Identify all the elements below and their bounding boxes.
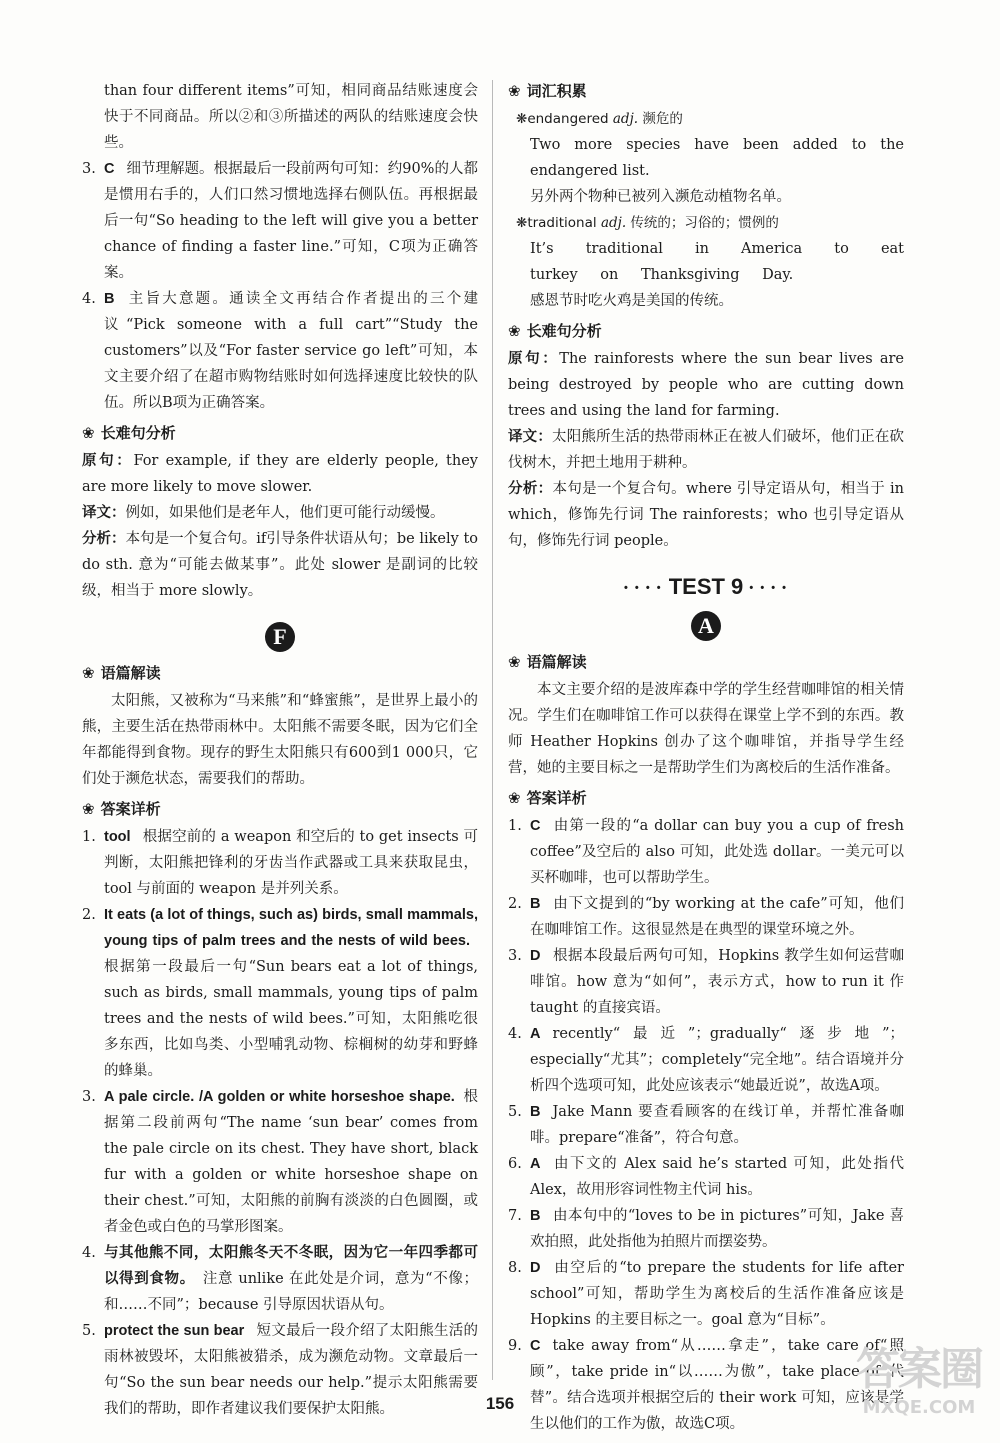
item-number: 5. <box>508 1104 522 1121</box>
sentence-original: 原句：The rainforests where the sun bear lives are being destroyed by people who are cutting down trees and using the land for farming. <box>508 351 904 419</box>
item-key: A pale circle. /A golden or white horseshoe shape. <box>104 1089 455 1105</box>
item-key: tool <box>104 829 131 845</box>
test-title-label: TEST 9 <box>668 574 744 599</box>
section-heading-label: 长难句分析 <box>526 322 602 340</box>
flower-icon: ❀ <box>82 424 95 442</box>
vocab-entry <box>508 210 904 314</box>
watermark-logo: 答案圈 MXQE.COM <box>856 1344 982 1418</box>
sentence-analysis: 分析：本句是一个复合句。where 引导定语从句，相当于 in which，修饰先行词 The rainforests；who 也引导定语从句，修饰先行词 people。 <box>508 481 904 549</box>
item-key: A <box>530 1026 541 1043</box>
item-key: A <box>530 1156 541 1173</box>
item-key: C <box>104 161 115 177</box>
decorative-dots: • • • • <box>749 582 788 595</box>
vocab-example-zh: 感恩节时吃火鸡是美国的传统。 <box>530 293 733 309</box>
item-key: B <box>530 1208 541 1225</box>
flower-icon: ❀ <box>508 653 521 672</box>
asterisk-icon: ❋ <box>516 215 528 231</box>
item-number: 1. <box>82 829 96 845</box>
flower-icon: ❀ <box>508 82 521 100</box>
section-heading-label: 词汇积累 <box>526 82 587 100</box>
item-explanation: 由下文提到的“by working at the cafe”可知，他们在咖啡馆工作。这很显然是在典型的课堂环境之外。 <box>530 896 904 939</box>
left-column <box>82 78 478 1422</box>
answer-item <box>82 1240 478 1318</box>
item-explanation: 由第一段的“a dollar can buy you a cup of fresh coffee”及空后的 also 可知，此处选 dollar。一美元可以买杯咖啡，也可以帮助学生。 <box>530 818 904 887</box>
flower-icon: ❀ <box>508 789 521 808</box>
section-heading-label: 答案详析 <box>526 789 587 808</box>
vocab-headword: ❋endangered adj. 濒危的 <box>516 111 683 127</box>
flower-icon: ❀ <box>82 664 95 682</box>
flower-icon: ❀ <box>82 800 95 818</box>
right-column <box>508 78 904 1437</box>
item-explanation: 根据本段最后两句可知，Hopkins 教学生如何运营咖啡馆。how 意为“如何”，表示方式，how to run it 作 taught 的直接宾语。 <box>530 948 904 1017</box>
item-explanation: 根据第二段前两句“The name ‘sun bear’ comes from the pale circle on its chest. They have short, black fur with a golden or white horseshoe shape on their chest.”可知，太阳熊的前胸有淡淡的白色圆圈，或者金色或白色的马掌形图案。 <box>104 1089 479 1235</box>
item-key: B <box>530 896 541 913</box>
section-heading <box>82 420 478 446</box>
answer-item <box>82 1084 478 1240</box>
section-heading <box>508 318 904 344</box>
section-heading-label: 语篇解读 <box>526 653 587 672</box>
vocab-headword: ❋traditional adj. 传统的；习俗的；惯例的 <box>516 215 779 231</box>
item-explanation: 根据空前的 a weapon 和空后的 to get insects 可判断，太阳熊把锋利的牙齿当作武器或工具来获取昆虫，tool 与前面的 weapon 是并列关系。 <box>104 829 478 897</box>
item-explanation: 主旨大意题。通读全文再结合作者提出的三个建议“Pick someone with a full cart”“Study the customers”以及“For faster service go left”可知，本文主要介绍了在超市购物结账时如何选择速度比较快的队伍。所以B项为正确答案。 <box>104 291 478 411</box>
answer-item <box>508 1203 904 1255</box>
item-explanation: 由下文的 Alex said he’s started 可知，此处指代 Alex，故用形容词性物主代词 his。 <box>530 1156 904 1199</box>
item-number: 8. <box>508 1260 522 1277</box>
item-number: 7. <box>508 1208 522 1225</box>
item-explanation: 由本句中的“loves to be in pictures”可知，Jake 喜欢拍照，此处指他为拍照片而摆姿势。 <box>530 1208 904 1251</box>
item-number: 3. <box>82 161 96 177</box>
item-number: 3. <box>508 948 522 965</box>
item-number: 1. <box>508 818 522 835</box>
item-explanation: 注意 unlike 在此处是介词，意为“不像；和……不同”；because 引导原因状语从句。 <box>104 1271 479 1313</box>
section-heading-label: 长难句分析 <box>100 424 176 442</box>
answer-item <box>508 813 904 891</box>
section-heading-label: 答案详析 <box>100 800 161 818</box>
vocab-example-en: Two more species have been added to the endangered list. <box>530 137 904 179</box>
test-title <box>508 570 904 605</box>
answer-item <box>508 943 904 1021</box>
item-key: D <box>530 1260 541 1277</box>
page-number: 156 <box>485 1394 515 1413</box>
item-key: B <box>104 291 115 307</box>
sentence-translation: 译文：太阳熊所生活的热带雨林正在被人们破坏，他们正在砍伐树木，并把土地用于耕种。 <box>508 429 905 471</box>
item-explanation: 由空后的“to prepare the students for life after school”可知，帮助学生为离校后的生活作准备应该是 Hopkins 的主要目标之一。goal 意为“目标”。 <box>530 1260 904 1329</box>
answer-item <box>82 156 478 286</box>
item-key: C <box>530 818 541 835</box>
item-explanation: recently“最近”；gradually“逐步地”；especially“尤其”；completely“完全地”。结合语境并分析四个选项可知，此处应该表示“她最近说”，故选A项。 <box>530 1026 904 1095</box>
item-explanation: 根据第一段最后一句“Sun bears eat a lot of things, such as birds, small mammals, young tips of palm trees and the nests of wild bees.”可知，太阳熊吃很多东西，比如鸟类、小型哺乳动物、棕榈树的幼芽和野蜂的蜂巢。 <box>104 959 478 1079</box>
answer-item <box>82 824 478 902</box>
item-key: protect the sun bear <box>104 1323 245 1339</box>
asterisk-icon: ❋ <box>516 111 528 127</box>
sentence-analysis: 分析：本句是一个复合句。if引导条件状语从句；be likely to do sth. 意为“可能去做某事”。此处 slower 是副词的比较级，相当于 more slowly。 <box>82 531 479 599</box>
column-divider <box>492 80 493 1380</box>
sentence-original: 原句：For example, if they are elderly people, they are more likely to move slower. <box>82 453 478 495</box>
section-heading <box>82 796 478 822</box>
sentence-translation: 译文：例如，如果他们是老年人，他们更可能行动缓慢。 <box>82 505 445 521</box>
item-key: D <box>530 948 541 965</box>
answer-item <box>508 1099 904 1151</box>
item-key: It eats (a lot of things, such as) birds, small mammals, young tips of palm trees and the nests of wild bees. <box>104 907 478 949</box>
item-number: 5. <box>82 1323 96 1339</box>
section-heading-label: 语篇解读 <box>100 664 161 682</box>
item-number: 4. <box>82 291 96 307</box>
section-badge: F <box>265 622 295 652</box>
vocab-example-en: It’s traditional in America to eat turkey on Thanksgiving Day. <box>530 241 904 283</box>
vocab-example-zh: 另外两个物种已被列入濒危动植物名单。 <box>530 189 791 205</box>
item-explanation: 细节理解题。根据最后一段前两句可知：约90%的人都是惯用右手的，人们口然习惯地选择右侧队伍。再根据最后一句“So heading to the left will give you a better chance of finding a faster line.”可知，C项为正确答案。 <box>104 161 478 281</box>
carryover-paragraph: than four different items”可知，相同商品结账速度会快于不同商品。所以②和③所描述的两队的结账速度会快些。 <box>104 83 478 151</box>
answer-item <box>508 1255 904 1333</box>
passage-summary: 太阳熊，又被称为“马来熊”和“蜂蜜熊”，是世界上最小的熊，主要生活在热带雨林中。太阳熊不需要冬眠，因为它们全年都能得到食物。现存的野生太阳熊只有600到1 000只，它们处于濒危状态，需要我们的帮助。 <box>82 693 478 787</box>
decorative-dots: • • • • <box>624 582 663 595</box>
item-explanation: take away from“从……拿走”，take care of“照顾”，take pride in“以……为傲”，take place of“代替”。结合选项并根据空后的 their work 可知，应该是学生以他们的工作为傲，故选C项。 <box>530 1338 904 1433</box>
item-key: B <box>530 1104 541 1121</box>
section-heading <box>508 785 904 811</box>
item-number: 2. <box>508 896 522 913</box>
section-heading <box>508 78 904 104</box>
item-number: 2. <box>82 907 96 923</box>
item-number: 4. <box>82 1245 96 1261</box>
item-explanation: 短文最后一段介绍了太阳熊生活的雨林被毁坏，太阳熊被猎杀，成为濒危动物。文章最后一句“So the sun bear needs our help.”提示太阳熊需要我们的帮助，即作者建议我们要保护太阳熊。 <box>104 1323 479 1417</box>
answer-item <box>82 286 478 416</box>
item-explanation: Jake Mann 要查看顾客的在线订单，并帮忙准备咖啡。prepare“准备”，符合句意。 <box>530 1104 904 1147</box>
item-number: 4. <box>508 1026 522 1043</box>
vocab-entry <box>508 106 904 210</box>
section-heading <box>508 649 904 675</box>
answer-item <box>508 1021 904 1099</box>
item-number: 6. <box>508 1156 522 1173</box>
answer-item <box>508 891 904 943</box>
passage-summary: 本文主要介绍的是波库森中学的学生经营咖啡馆的相关情况。学生们在咖啡馆工作可以获得在课堂上学不到的东西。教师 Heather Hopkins 创办了这个咖啡馆，并指导学生经营，她的主要目标之一是帮助学生们为离校后的生活作准备。 <box>508 682 904 777</box>
answer-item <box>82 902 478 1084</box>
answer-item <box>508 1151 904 1203</box>
item-key: 与其他熊不同，太阳熊冬天不冬眠，因为它一年四季都可以得到食物。 <box>104 1245 478 1287</box>
flower-icon: ❀ <box>508 322 521 340</box>
section-badge: A <box>691 611 721 641</box>
item-number: 3. <box>82 1089 96 1105</box>
item-number: 9. <box>508 1338 522 1355</box>
section-heading <box>82 660 478 686</box>
item-key: C <box>530 1338 541 1355</box>
